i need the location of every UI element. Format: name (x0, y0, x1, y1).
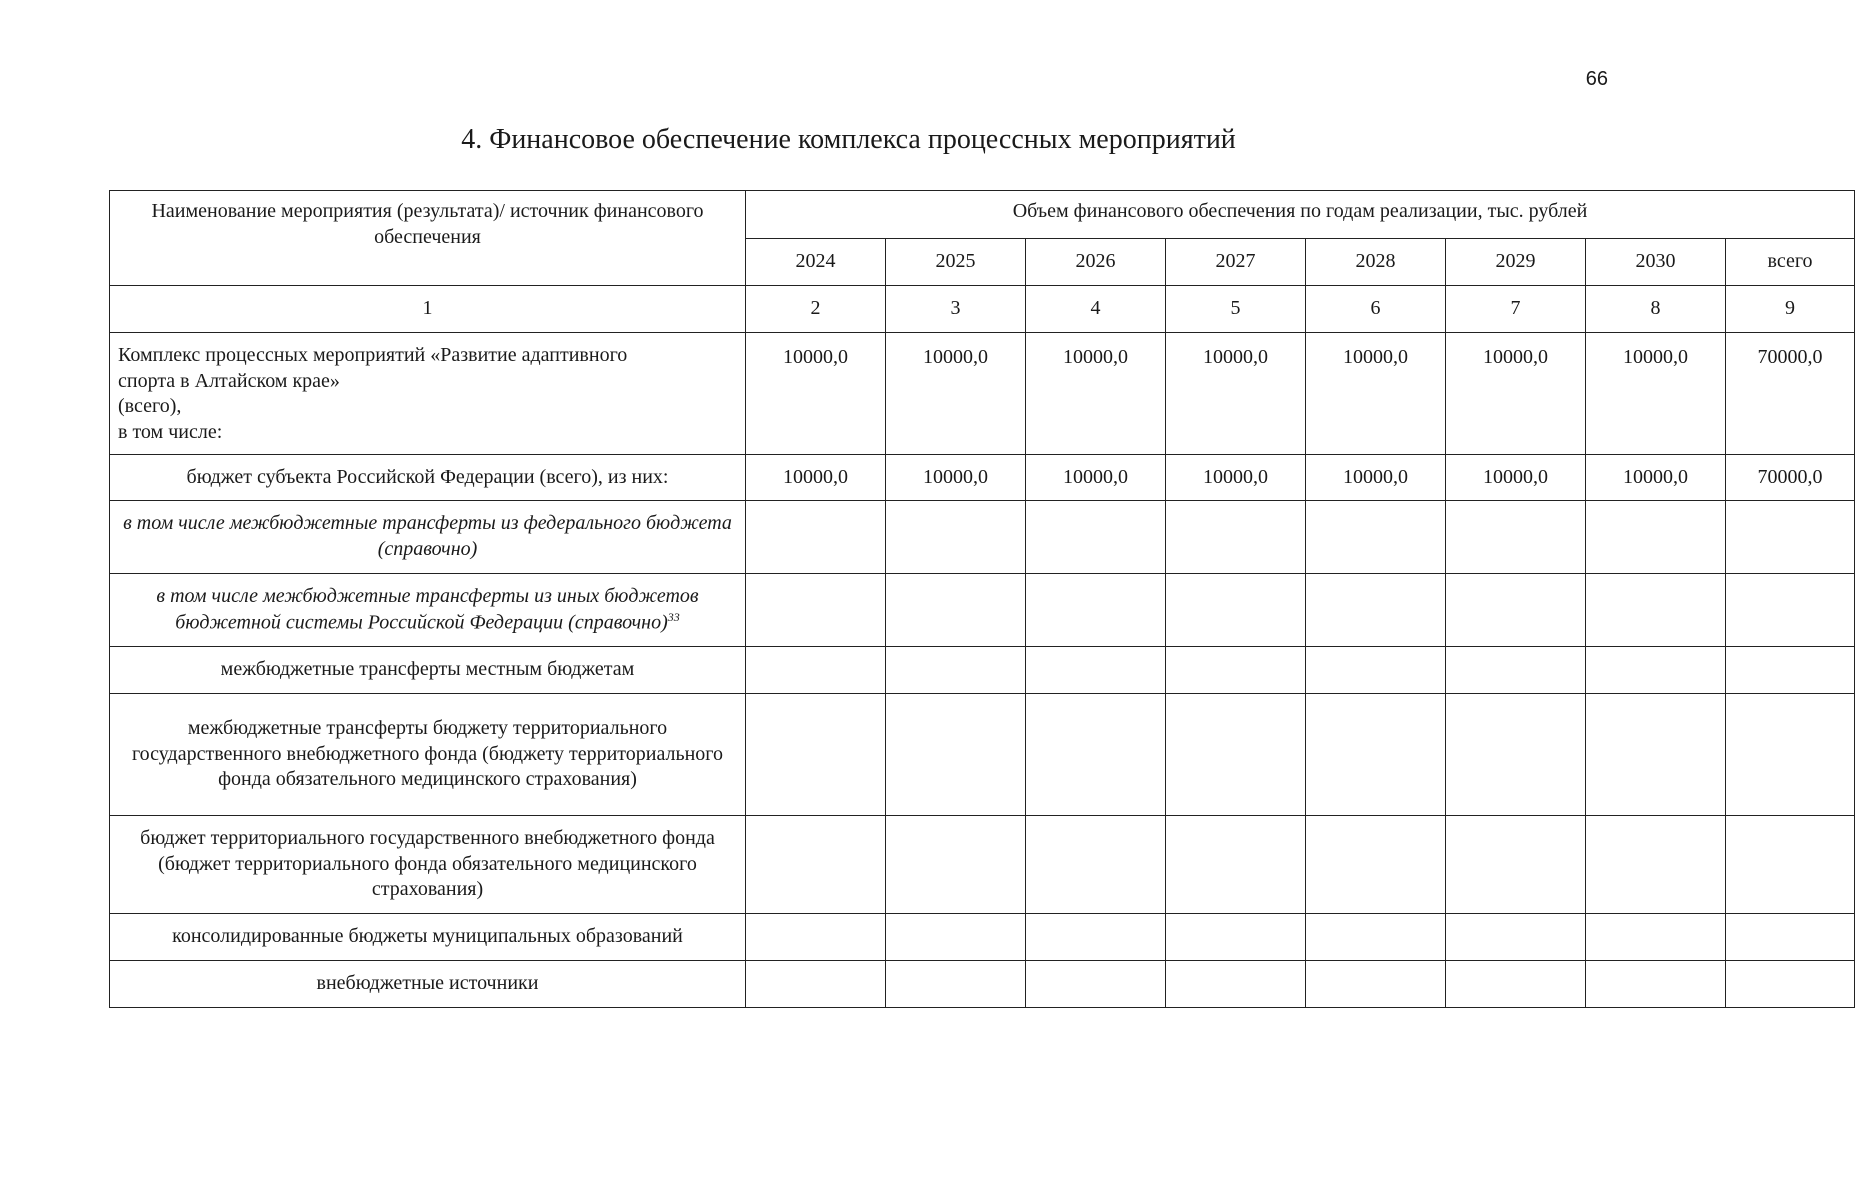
value-cell (1586, 647, 1726, 694)
value-cell (1026, 647, 1166, 694)
value-cell (1026, 574, 1166, 647)
total-value-cell (1726, 574, 1855, 647)
value-cell: 10000,0 (1166, 455, 1306, 501)
column-number: 8 (1586, 286, 1726, 333)
value-cell (1446, 694, 1586, 816)
value-cell (1446, 961, 1586, 1008)
value-cell (746, 694, 886, 816)
value-cell (1586, 501, 1726, 574)
value-cell (1026, 961, 1166, 1008)
header-row-main (110, 191, 1855, 239)
value-cell (1166, 574, 1306, 647)
value-cell: 10000,0 (1586, 333, 1726, 455)
row-name: консолидированные бюджеты муниципальных образований (110, 914, 746, 961)
value-cell (1586, 816, 1726, 914)
value-cell (1446, 574, 1586, 647)
header-volume-cell: Объем финансового обеспечения по годам реализации, тыс. рублей (746, 191, 1855, 239)
value-cell (1306, 574, 1446, 647)
table-row (110, 914, 1855, 961)
total-value-cell (1726, 501, 1855, 574)
year-header: 2027 (1166, 239, 1306, 286)
value-cell: 10000,0 (1446, 455, 1586, 501)
value-cell: 10000,0 (1446, 333, 1586, 455)
finance-table (109, 190, 1855, 1008)
table-row (110, 455, 1855, 501)
row-name: в том числе межбюджетные трансферты из федерального бюджета (справочно) (110, 501, 746, 574)
total-value-cell (1726, 961, 1855, 1008)
value-cell (1026, 694, 1166, 816)
total-value-cell (1726, 914, 1855, 961)
value-cell (1306, 914, 1446, 961)
value-cell: 10000,0 (1306, 455, 1446, 501)
value-cell (746, 647, 886, 694)
value-cell (746, 816, 886, 914)
table-row (110, 501, 1855, 574)
column-number: 7 (1446, 286, 1586, 333)
value-cell (1306, 961, 1446, 1008)
row-name: межбюджетные трансферты бюджету территориального государственного внебюджетного фонда (бюджету территориального фонда обязательного медицинского страхования) (110, 694, 746, 816)
column-number: 5 (1166, 286, 1306, 333)
column-number: 9 (1726, 286, 1855, 333)
year-header: 2025 (886, 239, 1026, 286)
total-value-cell (1726, 694, 1855, 816)
total-value-cell (1726, 816, 1855, 914)
table-row (110, 961, 1855, 1008)
value-cell (1166, 816, 1306, 914)
table-row (110, 647, 1855, 694)
row-name: бюджет субъекта Российской Федерации (всего), из них: (110, 455, 746, 501)
column-number: 1 (110, 286, 746, 333)
year-header: 2024 (746, 239, 886, 286)
row-name-text: в том числе межбюджетные трансферты из иных бюджетов бюджетной системы Российской Федерации (справочно) (156, 585, 699, 634)
value-cell (1446, 647, 1586, 694)
year-header: 2029 (1446, 239, 1586, 286)
value-cell (886, 961, 1026, 1008)
column-number: 3 (886, 286, 1026, 333)
row-name-line: в том числе: (118, 420, 223, 443)
row-name-line: (всего), (118, 395, 182, 418)
value-cell (1586, 914, 1726, 961)
value-cell (1166, 501, 1306, 574)
value-cell: 10000,0 (746, 455, 886, 501)
value-cell: 10000,0 (1026, 333, 1166, 455)
value-cell (746, 961, 886, 1008)
column-number: 2 (746, 286, 886, 333)
total-value-cell: 70000,0 (1726, 333, 1855, 455)
value-cell: 10000,0 (886, 455, 1026, 501)
row-name-complex (110, 333, 746, 455)
value-cell (1306, 501, 1446, 574)
value-cell: 10000,0 (1586, 455, 1726, 501)
table-row (110, 816, 1855, 914)
value-cell (886, 914, 1026, 961)
value-cell (1026, 501, 1166, 574)
year-header: 2030 (1586, 239, 1726, 286)
column-number: 6 (1306, 286, 1446, 333)
value-cell (1446, 816, 1586, 914)
column-number: 4 (1026, 286, 1166, 333)
value-cell: 10000,0 (1306, 333, 1446, 455)
year-header: 2026 (1026, 239, 1166, 286)
value-cell (1446, 501, 1586, 574)
value-cell (1166, 647, 1306, 694)
value-cell: 10000,0 (746, 333, 886, 455)
row-name: межбюджетные трансферты местным бюджетам (110, 647, 746, 694)
value-cell (886, 574, 1026, 647)
value-cell (1306, 816, 1446, 914)
value-cell (1586, 961, 1726, 1008)
table-row (110, 333, 1855, 455)
row-name: внебюджетные источники (110, 961, 746, 1008)
value-cell (886, 816, 1026, 914)
value-cell (886, 694, 1026, 816)
page-number: 66 (1585, 68, 1608, 90)
total-header: всего (1726, 239, 1855, 286)
value-cell (1586, 574, 1726, 647)
value-cell (1166, 961, 1306, 1008)
total-value-cell: 70000,0 (1726, 455, 1855, 501)
value-cell (1306, 647, 1446, 694)
value-cell (886, 647, 1026, 694)
value-cell: 10000,0 (1026, 455, 1166, 501)
value-cell (1306, 694, 1446, 816)
value-cell (746, 501, 886, 574)
row-name (110, 574, 746, 647)
row-name-line: Комплекс процессных мероприятий «Развитие адаптивного (118, 344, 628, 366)
total-value-cell (1726, 647, 1855, 694)
header-name-cell: Наименование мероприятия (результата)/ источник финансового обеспечения (110, 191, 746, 286)
row-name: бюджет территориального государственного внебюджетного фонда (бюджет территориального фонда обязательного медицинского страхования) (110, 816, 746, 914)
value-cell (1166, 914, 1306, 961)
column-number-row (110, 286, 1855, 333)
row-name-line: спорта в Алтайском крае» (118, 369, 340, 392)
value-cell: 10000,0 (886, 333, 1026, 455)
table-row (110, 694, 1855, 816)
value-cell (1166, 694, 1306, 816)
page-title: 4. Финансовое обеспечение комплекса процессных мероприятий (461, 124, 1236, 155)
value-cell (886, 501, 1026, 574)
value-cell: 10000,0 (1166, 333, 1306, 455)
value-cell (1026, 816, 1166, 914)
table-row (110, 574, 1855, 647)
value-cell (746, 914, 886, 961)
value-cell (1446, 914, 1586, 961)
footnote-marker: 33 (667, 609, 680, 624)
year-header: 2028 (1306, 239, 1446, 286)
value-cell (1026, 914, 1166, 961)
value-cell (1586, 694, 1726, 816)
value-cell (746, 574, 886, 647)
